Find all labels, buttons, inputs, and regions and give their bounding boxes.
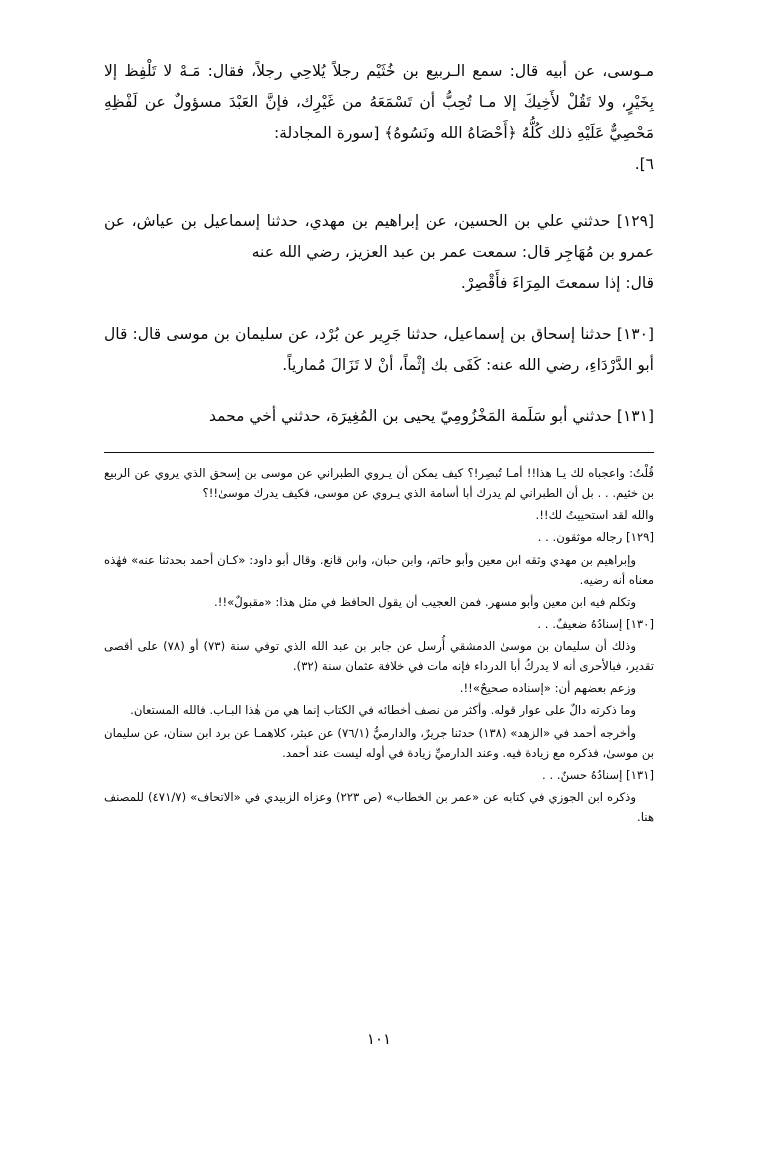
footnote-6: [١٣٠] إسنادُهُ ضعيفٌ. . . [537,616,654,631]
footnote-7: وذلك أن سليمان بن موسىٰ الدمشقي أُرسل عن جابر بن عبد الله الذي توفي سنة (٧٣) أو (٧٨) على أقصى تقدير، فبالأحرى أنه لا يدركُ أبا الدرداء فإنه مات في خلافة عثمان سنة (٣٢). [104,639,654,674]
hadith-130 [104,319,654,381]
footnote-8: وزعم بعضهم أن: «إسناده صحيحٌ»!!. [459,681,636,696]
footnote-9: وما ذكرته دالٌ على عوار قوله. وأكثر من نصف أخطائه في الكتاب إنما هي من هٰذا البـاب. فالله المستعان. [130,703,636,718]
footnote-4: وإبراهيم بن مهدي وثقه ابن معين وأبو حاتم، وابن حبان، وابن قانع. وقال أبو داود: «كـان أحمد بحدثنا عنه» فهٰذه معناه أنه رضيه. [104,552,654,587]
hadith-131 [104,401,654,432]
paragraph-opening [104,56,654,180]
footnote-10: وأخرجه أحمد في «الزهد» (١٣٨) حدثنا جريرٌ، والدارميُّ (٧٦/١) عن عبثر، كلاهمـا عن برد ابن سنان، عن سليمان بن موسىٰ، فذكره مع زيادة فيه. وعند الدارميِّ زيادة في أوله ليست عند أحمد. [104,725,654,760]
footnote-2: والله لقد استحييتُ لك!!. [535,508,654,523]
hadith-129-text: [١٢٩] حدثني علي بن الحسين، عن إبراهيم بن مهدي، حدثنا إسماعيل بن عياش، عن عمرو بن مُهَاجِر قال: سمعت عمر بن عبد العزيز، رضي الله عنه [104,212,654,261]
footnotes-section [104,463,654,827]
footnote-separator-rule [104,452,654,453]
footnote-1: قُلْتُ: واعجباه لك يـا هذا!! أمـا تُبصِر!؟ كيف يمكن أن يـروي الطبراني عن موسى بن إسحق الذي يروي عن الربيع بن خثيم. . . بل أن الطبراني لم يدرك أبا أسامة الذي يـروي عن موسى، فكيف يدرك موسىٰ!!؟ [104,466,654,501]
hadith-130-text: [١٣٠] حدثنا إسحاق بن إسماعيل، حدثنا جَرِير عن بُرْد، عن سليمان بن موسى قال: قال أبو الدَّرْدَاءِ، رضي الله عنه: كَفَى بك إثْماً، أنْ لا تَزَالَ مُمارياً. [104,325,654,374]
paragraph-opening-lastline: ٦]. [634,155,654,173]
hadith-129 [104,206,654,299]
footnote-5: وتكلم فيه ابن معين وأبو مسهر. فمن العجيب أن يقول الحافظ في مثل هذا: «مقبولٌ»!!. [214,594,636,609]
paragraph-opening-text: مـوسى، عن أبيه قال: سمع الـربيع بن خُثَيْم رجلاً يُلاحِي رجلاً، فقال: مَـهْ لا تَلْفِظ إلا بِخَيْرٍ، ولا تَقُلْ لأَخِيكَ إلا مـا تُحِبُّ أن تَسْمَعَهُ من غَيْرِك، فإنَّ العَبْدَ مسؤولٌ عن لَفْظِهِ مَحْصِيٌّ عَلَيْهِ ذلك كُلُّهُ ﴿أَحْصَاهُ الله ونَسُوهُ﴾ [سورة المجادلة: [104,62,654,142]
main-text-body [104,56,654,432]
footnote-3: [١٢٩] رجاله موثقون. . . [537,530,654,545]
footnote-12: وذكره ابن الجوزي في كتابه عن «عمر بن الخطاب» (ص ٢٢٣) وعزاه الزبيدي في «الاتحاف» (٤٧١/٧) للمصنف هنا. [104,789,654,824]
footnote-11: [١٣١] إسنادُهُ حسنٌ. . . [542,767,654,782]
hadith-129-lastline: قال: إذا سمعتَ المِرَاءَ فأَقْصِرْ. [460,274,654,292]
page-number: ١٠١ [366,1030,392,1048]
hadith-131-text: [١٣١] حدثني أبو سَلَمة المَخْزُومِيّ يحيى بن المُغِيرَة، حدثني أخي محمد [209,407,654,425]
